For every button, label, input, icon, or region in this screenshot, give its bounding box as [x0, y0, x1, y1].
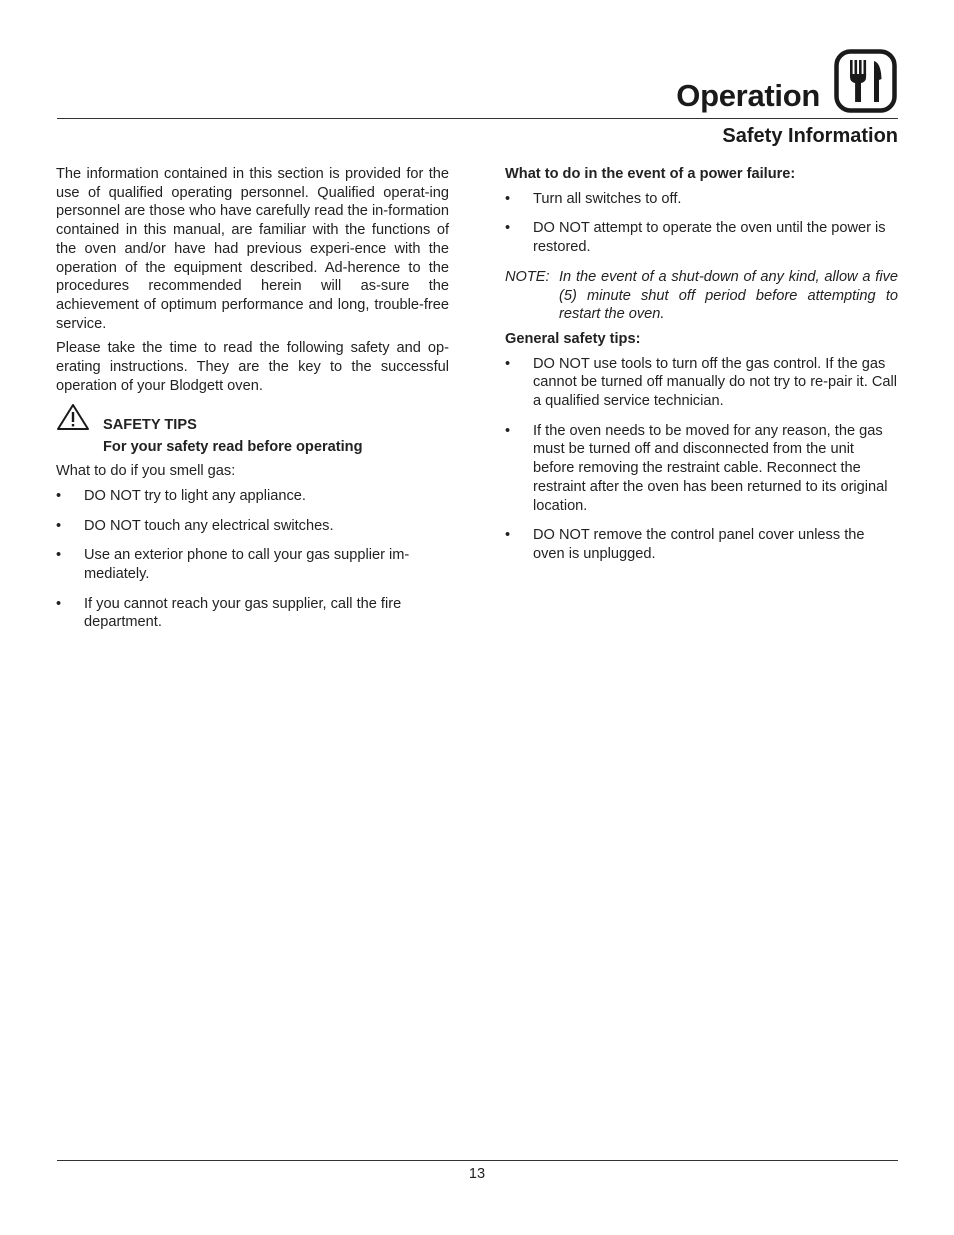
power-failure-heading: What to do in the event of a power failure: [505, 166, 796, 182]
intro-paragraph: The information contained in this section is provided for the use of qualified operating personnel. Qualified operat-ing personnel are those who have carefully read the in-formation contained in this manual, are familiar with the functions of the oven and/or have had previous experi-ence with the operation of the equipment described. Ad-herence to the procedures recommended herein will as-sure the achievement of optimum performance and long, trouble-free service. [56, 166, 449, 332]
header-divider [57, 118, 898, 119]
note-label: NOTE: [505, 268, 550, 285]
list-item [505, 190, 898, 209]
list-item [56, 517, 449, 536]
list-item-text: Turn all switches to off. [533, 190, 682, 207]
list-item [56, 487, 449, 506]
page-number: 13 [468, 1166, 486, 1182]
list-item-text: Use an exterior phone to call your gas supplier im-mediately. [84, 547, 410, 582]
bullet-glyph: • [505, 422, 511, 439]
right-column [505, 165, 898, 564]
bullet-glyph: • [505, 527, 511, 544]
list-item [505, 219, 898, 256]
warning-icon [56, 403, 90, 431]
bullet-glyph: • [505, 355, 511, 372]
left-column [56, 165, 449, 632]
footer-divider [57, 1160, 898, 1161]
bullet-glyph: • [56, 547, 62, 564]
safety-tips-label: SAFETY TIPS [103, 417, 197, 434]
list-item-text: DO NOT touch any electrical switches. [84, 517, 334, 534]
fork-knife-icon [834, 49, 897, 113]
bullet-glyph: • [56, 487, 62, 504]
page-title: Operation [676, 78, 820, 113]
bullet-glyph: • [505, 220, 511, 237]
list-item [505, 355, 898, 411]
safety-tips-heading [56, 410, 449, 432]
bullet-glyph: • [505, 190, 511, 207]
list-item-text: DO NOT use tools to turn off the gas control. If the gas cannot be turned off manually do not try to re-pair it. Call a qualified service technician. [533, 355, 897, 410]
second-paragraph: Please take the time to read the following safety and op-erating instructions. They are the key to the successful operation of your Blodgett oven. [56, 340, 449, 394]
section-title: Safety Information [722, 125, 898, 147]
list-item [505, 422, 898, 516]
general-safety-heading: General safety tips: [505, 330, 641, 347]
gas-smell-heading: What to do if you smell gas: [56, 463, 236, 480]
bullet-glyph: • [56, 517, 62, 534]
list-item-text: If you cannot reach your gas supplier, call the fire department. [84, 595, 402, 631]
list-item [56, 595, 449, 632]
list-item-text: If the oven needs to be moved for any reason, the gas must be turned off and disconnected from the unit before removing the restraint cable. Reconnect the restraint after the oven has been returned to its original location. [533, 422, 888, 514]
list-item-text: DO NOT remove the control panel cover unless the oven is unplugged. [533, 527, 865, 562]
list-item [505, 526, 898, 563]
bullet-glyph: • [56, 595, 62, 612]
safety-tips-subtitle: For your safety read before operating [103, 439, 363, 456]
note-text: In the event of a shut-down of any kind, allow a five (5) minute shut off period before attempting to restart the oven. [559, 268, 898, 323]
list-item [56, 546, 449, 583]
list-item-text: DO NOT attempt to operate the oven until the power is restored. [533, 220, 886, 256]
note-block [505, 268, 898, 324]
list-item-text: DO NOT try to light any appliance. [84, 487, 306, 504]
